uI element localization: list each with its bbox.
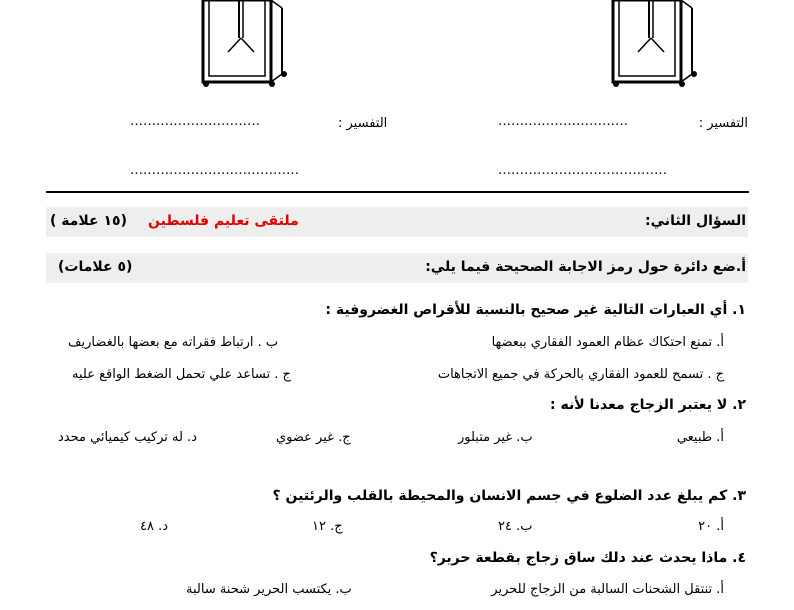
answer-dots-left: ………………………………… [130, 163, 299, 178]
section-divider [46, 191, 749, 193]
figure-right-device [606, 0, 702, 90]
q2-option-d[interactable]: د. له تركيب كيميائي محدد [58, 430, 197, 445]
interpretation-dots-left: ………………………… [130, 114, 260, 129]
figure-left-device [196, 0, 292, 90]
section2-marks: (١٥ علامة ) [50, 213, 127, 229]
q2-option-b[interactable]: ب. غير متبلور [458, 430, 533, 445]
interpretation-dots-right: ………………………… [498, 114, 628, 129]
q3-option-b[interactable]: ب. ٢٤ [498, 519, 533, 534]
q2-option-a[interactable]: أ. طبيعي [676, 430, 724, 445]
q3-option-a[interactable]: أ. ٢٠ [698, 519, 724, 534]
q1-option-d[interactable]: ج . تساعد علي تحمل الضغط الواقع عليه [72, 367, 291, 382]
part-a-instruction: أ.ضع دائرة حول رمز الاجابة الصحيحة فيما يلي: [425, 259, 746, 275]
interpretation-label-right: التفسير : [698, 116, 748, 131]
part-a-marks: (٥ علامات) [58, 259, 133, 275]
q1-option-b[interactable]: ب . ارتباط فقراته مع بعضها بالغضاريف [68, 335, 279, 350]
question-1-stem: ١. أي العبارات التالية غير صحيح بالنسبة للأقراص الغضروفية : [325, 302, 746, 318]
q4-option-a[interactable]: أ. تنتقل الشحنات السالبة من الزجاج للحرير [491, 582, 724, 597]
answer-dots-right: ………………………………… [498, 163, 667, 178]
q3-option-c[interactable]: ج. ١٢ [312, 519, 343, 534]
q1-option-a[interactable]: أ. تمنع احتكاك عظام العمود الفقاري ببعضها [491, 335, 724, 350]
q2-option-c[interactable]: ج. غير عضوي [276, 430, 351, 445]
q3-option-d[interactable]: د. ٤٨ [140, 519, 169, 534]
q4-option-b[interactable]: ب. يكتسب الحرير شحنة سالبة [186, 582, 352, 597]
question-2-stem: ٢. لا يعتبر الزجاج معدنا لأنه : [550, 397, 746, 413]
section2-title: السؤال الثاني: [645, 213, 746, 229]
forum-name: ملتقى تعليم فلسطين [148, 213, 299, 229]
question-4-stem: ٤. ماذا يحدث عند دلك ساق زجاج بقطعة حرير؟ [429, 550, 746, 566]
q1-option-c[interactable]: ج . تسمح للعمود الفقاري بالحركة في جميع الاتجاهات [437, 367, 724, 382]
interpretation-label-left: التفسير : [338, 116, 388, 131]
question-3-stem: ٣. كم يبلغ عدد الضلوع في جسم الانسان والمحيطة بالقلب والرئتين ؟ [272, 488, 746, 504]
